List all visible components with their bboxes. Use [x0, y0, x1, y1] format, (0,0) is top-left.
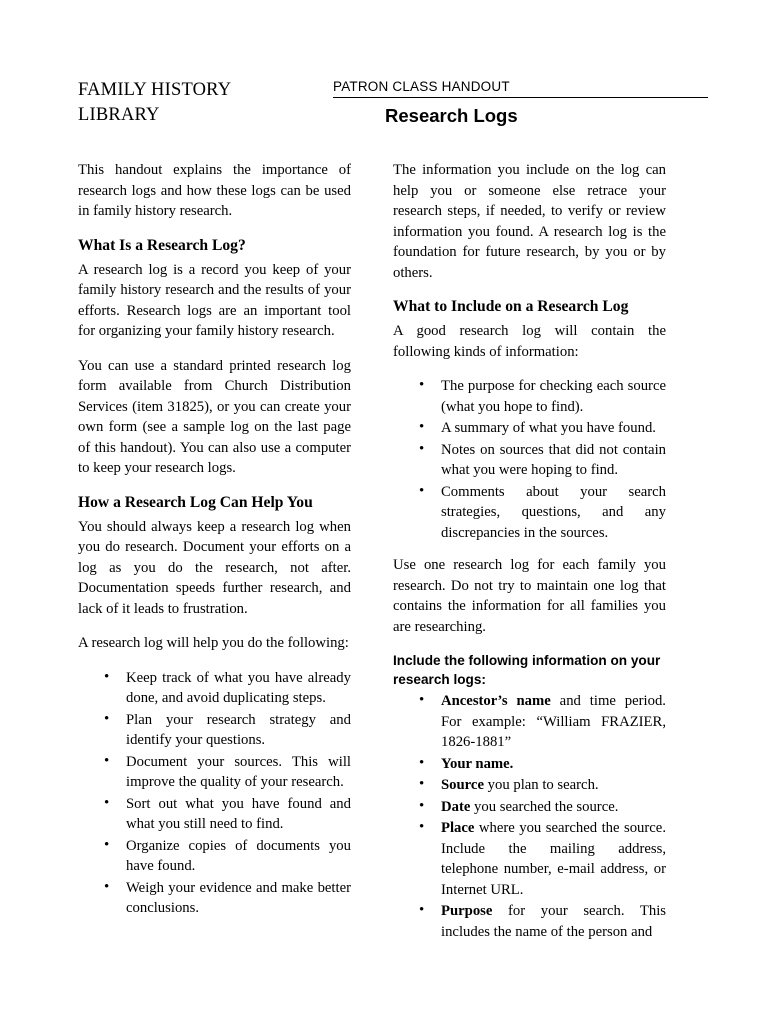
list-item: • A summary of what you have found. — [419, 418, 666, 439]
list-item: • Keep track of what you have already done, and avoid duplicating steps. — [104, 668, 351, 709]
what-is-paragraph-2: You can use a standard printed research log form available from Church Distribution Services (item 31825), or you can create your own form (see a sample log on the last page of this handout). You can also use a computer to keep your research logs. — [78, 357, 351, 476]
how-help-paragraph-2: A research log will help you do the following: — [78, 635, 349, 651]
list-item — [419, 797, 666, 818]
what-is-paragraph-1: A research log is a record you keep of your family history research and the results of your efforts. Research logs are an important tool for organizing your family history research. — [78, 261, 351, 339]
one-log-per-family-paragraph: Use one research log for each family you research. Do not try to maintain one log that contains the information for all families you are researching. — [393, 557, 666, 635]
list-item: • Comments about your search strategies, questions, and any discrepancies in the sources. — [419, 482, 666, 544]
list-item-text: where you searched the source. Include the mailing address, telephone number, e-mail address, or Internet URL. — [441, 820, 666, 898]
heading-include-the-following-information — [393, 651, 666, 689]
body-columns — [78, 160, 708, 954]
heading-how-a-research-log-can-help-you: How a Research Log Can Help You — [78, 493, 313, 511]
list-item: • Notes on sources that did not contain what you were hoping to find. — [419, 440, 666, 481]
list-item — [419, 775, 666, 796]
list-item: • Weigh your evidence and make better conclusions. — [104, 878, 351, 919]
how-help-bullet-list — [78, 668, 351, 919]
list-item: • Organize copies of documents you have found. — [104, 836, 351, 877]
list-item-lead: Source — [441, 777, 484, 793]
list-item — [419, 901, 666, 942]
intro-paragraph: This handout explains the importance of research logs and how these logs can be used in family history research. — [78, 162, 351, 219]
organization-name-line2: LIBRARY — [78, 105, 160, 125]
list-item-text: and time period. For example: “William FRAZIER, 1826-1881” — [441, 693, 666, 750]
include-heading-line2: research logs: — [393, 672, 486, 687]
heading-what-to-include-on-a-research-log: What to Include on a Research Log — [393, 298, 629, 315]
list-item-lead: Purpose — [441, 903, 493, 919]
list-item-lead: Place — [441, 820, 475, 836]
left-column — [78, 160, 351, 954]
list-item-text: you plan to search. — [483, 777, 599, 793]
heading-what-is-a-research-log: What Is a Research Log? — [78, 236, 246, 254]
list-item-lead: Ancestor’s name — [441, 693, 551, 709]
list-item: • Document your sources. This will improve the quality of your research. — [104, 752, 351, 793]
what-to-include-bullet-list — [393, 376, 666, 543]
header-title-block — [333, 78, 708, 127]
list-item — [419, 818, 666, 900]
organization-name — [78, 78, 333, 128]
list-item-lead: Your name. — [441, 755, 514, 772]
information-paragraph: The information you include on the log can help you or someone else retrace your research steps, if needed, to verify or review information you found. A research log is the foundation for future research, by you or by others. — [393, 162, 666, 281]
include-information-bullet-list — [393, 691, 666, 942]
list-item-lead: Date — [441, 798, 471, 815]
list-item — [419, 754, 666, 775]
include-heading-line1: Include the following information on your — [393, 653, 661, 668]
right-column — [393, 160, 666, 954]
list-item-text: for your search. This includes the name of the person and — [441, 903, 666, 940]
organization-name-line1: FAMILY HISTORY — [78, 80, 232, 100]
page-header — [78, 78, 708, 140]
how-help-paragraph-1: You should always keep a research log when you do research. Document your efforts on a log as you do the research, not after. Documentation speeds further research, and lack of it leads to frustration. — [78, 518, 351, 617]
list-item: • Plan your research strategy and identify your questions. — [104, 710, 351, 751]
page-title: Research Logs — [385, 105, 518, 126]
list-item-text: you searched the source. — [470, 798, 619, 815]
list-item: • Sort out what you have found and what you still need to find. — [104, 794, 351, 835]
patron-class-handout-label: PATRON CLASS HANDOUT — [333, 79, 708, 98]
what-to-include-paragraph: A good research log will contain the following kinds of information: — [393, 323, 666, 360]
list-item: • The purpose for checking each source (what you hope to find). — [419, 376, 666, 417]
list-item — [419, 691, 666, 753]
